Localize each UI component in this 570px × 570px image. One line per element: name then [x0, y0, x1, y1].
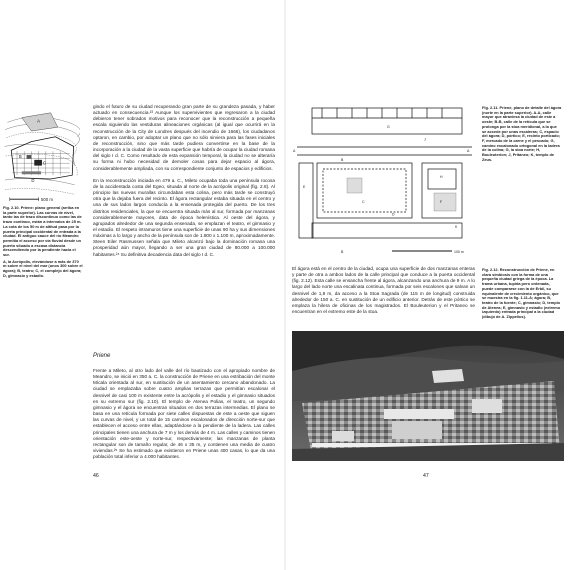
body-text-priene [93, 368, 275, 466]
plan-scale-label: 100 m [454, 250, 464, 254]
paragraph: En la reconstrucción iniciada en 479 a. C., Mileto ocupaba toda una península rocosa de la accidentada costa del Egeo, situada al norte de la acrópolis original (fig. 2.8). Al principio las nuevas murallas circundaban esta colina, pero más tarde se construyó otra que la dejaba fuera del recinto. El ágora rectangular estaba situada en el centro y una de sus lados largos conducía a la ensenada protegida del puerto. De los tres distritos residenciales, la que se encuentra situada más al sur, formada por manzanas considerablemente mayores, data de época helenística. Al oeste del ágora, y agrupados alrededor de una segunda ensenada, se emplazan el teatro, el gimnasio y el estadio. El respeto intramuros tiene una superficie de unas 90 ha y sus dimensiones máximas a lo largo y ancho de la península son de 1.800 x 1.100 m, aproximadamente. Steen Eiler Rasmussen señala que Mileto alcanzó bajo la dominación romana una prosperidad aún mayor, llegando a ser una gran ciudad de 80.000 a 100.000 habitantes.²⁴ Su definitiva decadencia data del siglo I d. C. [93, 177, 275, 257]
body-text-right [292, 266, 475, 321]
plan-label-a-east: A [467, 149, 470, 153]
map-label-c: C [42, 160, 47, 166]
priene-reconstruction-image [292, 331, 564, 461]
map-label-b: B [18, 153, 22, 159]
paragraph: gindo el futuro de su ciudad recuperando gran parte de su grandeza pasada, y haber actuado en consecuencia.²³ Aunque los supervivientes que regresaron a la ciudad debieron tener sobrados motivos para reconocer que la reconstrucción a pequeña escala siguiendo las vestiduras alineaciones orgánicas (al igual que ocurrirá en la reconstrucción de la City de Londres después del incendio de 1666), los ciudadanos optaron, en cambio, por adoptar un plano que no sólo sirviera para las fases iniciales de reconstrucción, sino que más tarde pudiera convertirse en la base de la incorporación a la ciudad de la vasta superficie que habría de ocupar la ciudad romana del siglo I d. C. Como resultado de esta expansión temporal, la ciudad no se alteraría su forma ni hubo necesidad de demoler cosas para dejar espacio al ágora, considerablemente ampliada, con su correspondiente conjunto de espacios y edificios. [93, 104, 275, 171]
figure-212-caption-text: Fig. 2.12. Reconstrucción de Priene, en clara simbiosis con la forma de una pequeña ciudad griega de la época. La trama urbana, tupida pero ordenada, puede compararse con la de Erbil, su equivalente de crecimiento orgánico, que se muestra en la fig. 1.11-A; ágora; B, teatro de la fuente; C, gimnasio; D, templo de Atenea; E, gimnasio y estadio (extremo izquierdo) entrada principal a la ciudad (dibujo de A. Zippelius). [482, 267, 561, 320]
left-page [0, 0, 284, 570]
paragraph: Frente a Mileto, al otro lado del valle del río bautizado con el apropiado nombre de Meandro, se inició en 350 a. C. la construcción de Priene en una estribación del monte Mícala orientada al sur, en sustitución de un asentamiento cercano abandonado. La ciudad se emplazaba sobre cuatro amplias terrazas que permitían escalonar el desnivel de casi 100 m existente entre la acrópolis y el estadio y el gimnasio situados en su extremo sur (fig. 2.10). El templo de Atenea Polias, el teatro, un segundo gimnasio y el ágora se encuentran situados en dos terrazas intermedias. El plano se basa en una retícula formada por siete calles dispuestas de este a oeste que siguen las curvas de nivel, y un total de 15 caminos escalonados de dirección norte-sur que establecen el acceso entre ellas, adaptándose a la pendiente de la ladera. Las calles principales tienen una anchura de 7 m y los demás de 4 m. Las calles y caminos tienen orientación este-oeste y norte-sur, respectivamente; las manzanas de planta rectangular son de tamaño regular, de 46 x 35 m, y contienen una media de cuatro viviendas.²⁵ Se ha estimado que existieron en Priene unas 400 casas, lo que da una población total inferior a 4.000 habitantes. [93, 368, 275, 460]
agora-plan [292, 103, 475, 260]
figure-210-caption-legend: A, la Acrópolis, elevándose a más de 370 m sobre el nivel del mar (unos 300 sobre el ágora); B, teatro; C, el complejo del ágora; D, gimnasio y estadio. [3, 258, 83, 278]
priene-general-map [2, 108, 80, 204]
figure-210-caption-text: Fig. 2.10. Priene: plano general (arriba en la parte superior). Las curvas de nivel, tanto las de trazo discontinuo como las de trazo continuo, están a intervalos de 25 m. La cota de los 50 m de altitud pasa por la puerta principal occidental de entrada a la ciudad. El antiguo cauce del río Meandro permitía el acceso por vía fluvial desde un puerto situado a escasa distancia descendiendo por la pendiente hacia el sur. [3, 205, 82, 258]
priene-map-drawing [2, 108, 80, 204]
plan-label-j: J [424, 137, 426, 142]
map-label-a: A [37, 118, 41, 124]
plan-label-d: D [392, 212, 395, 217]
page-number: 46 [93, 473, 99, 479]
plan-label-c: C [362, 200, 365, 204]
plan-label-b-north: B [341, 158, 344, 162]
plan-label-e: E [303, 185, 306, 189]
paragraph: El ágora está en el centro de la ciudad, ocupa una superficie de dos manzanas enteras y parte de otra a ambos lados de la calle principal que conduce a la puerta occidental (fig. 2.12). Esta calle se ensancha frente al ágora, alcanzando una anchura de 9 m. A lo largo del lado norte una escalinata continua, formada por seis escalones que salvan un desnivel de 1,8 m, da acceso a la Stoa Sagrada (de 115 m de longitud) construida alrededor de 150 a. C. en sustitución de un edificio anterior. Detrás de este pórtico se emplaza la hilera de oficinas de los magistrados. El Bouleuterion y el Pritaneo se encuentran en el extremo este de la stoa. [292, 266, 475, 315]
plan-label-g: G [387, 125, 390, 129]
section-title-priene: Priene [93, 353, 111, 359]
figure-210-caption [3, 206, 83, 281]
map-label-d: D [31, 177, 35, 183]
figure-212-caption [482, 268, 562, 322]
plan-label-f: F [440, 200, 443, 204]
priene-reconstruction-drawing [292, 331, 564, 461]
agora-plan-drawing [292, 103, 475, 260]
page-number: 47 [423, 473, 429, 479]
plan-label-h: H [440, 175, 443, 179]
plan-label-b-south: B [341, 250, 344, 254]
figure-211-caption-text: Fig. 2.11. Priene, plano de detalle del ágora (norte en la parte superior). A-A, calle mayor que atraviesa la ciudad de este a oeste; B-B, calle de la retícula que se prolonga por la stoa meridional, a la que se accede por unas escaleras; C, espacio del ágora; D, pórtico; E, recinto porticado; F, mercado de la carne y el pescado; G, camino escalonado ortogonal en la ladera de la colina; G, la stoa norte; H, Bouleuterion; J, Pritaneo; K, templo de Zeus. [482, 105, 562, 162]
plan-label-k: K [455, 225, 458, 229]
map-scale-label: 500 m [41, 197, 53, 203]
plan-label-a-west: A [293, 149, 296, 153]
body-text-upper [93, 104, 275, 264]
right-page [286, 0, 570, 570]
figure-211-caption [482, 106, 562, 164]
